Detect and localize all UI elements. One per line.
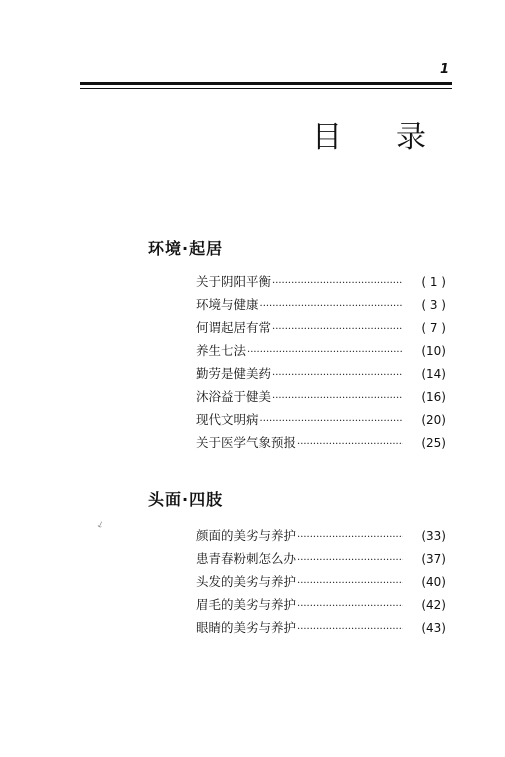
dot-leader: [297, 439, 403, 450]
toc-item-page: ( 3 ): [421, 298, 446, 312]
toc-item-title: 何谓起居有常: [196, 320, 272, 335]
toc-item-title: 关于医学气象预报: [196, 435, 297, 450]
dot-leader: [272, 393, 403, 404]
toc-item-title: 沐浴益于健美: [196, 389, 272, 404]
toc-item[interactable]: [196, 595, 446, 618]
dot-leader: [297, 624, 403, 635]
toc-item-title: 头发的美劣与养护: [196, 574, 297, 589]
toc-item[interactable]: [196, 549, 446, 572]
dot-leader: [297, 532, 403, 543]
stray-mark: ⸔: [94, 518, 106, 532]
toc-item-page: (40): [421, 575, 446, 589]
toc-item-page: (16): [421, 390, 446, 404]
dot-leader: [272, 324, 403, 335]
toc-item[interactable]: [196, 272, 446, 295]
page-number: 1: [440, 62, 450, 77]
toc-item-page: ( 1 ): [421, 275, 446, 289]
toc-item-title: 养生七法: [196, 343, 247, 358]
toc-item[interactable]: [196, 387, 446, 410]
toc-item[interactable]: [196, 341, 446, 364]
dot-leader: [297, 578, 403, 589]
toc-item-page: (25): [421, 436, 446, 450]
toc-item-page: (37): [421, 552, 446, 566]
page-title: [300, 112, 440, 155]
toc-item[interactable]: [196, 410, 446, 433]
dot-leader: [247, 347, 403, 358]
toc-item-page: (33): [421, 529, 446, 543]
dot-leader: [297, 555, 403, 566]
section-heading-1: 环境·起居: [148, 239, 224, 258]
dot-leader: [260, 301, 403, 312]
dot-leader: [272, 370, 403, 381]
header-rule-thin: [80, 88, 452, 89]
title-char-2: 录: [396, 120, 426, 155]
toc-list-2: [196, 526, 446, 641]
toc-item-title: 现代文明病: [196, 412, 259, 427]
toc-item-title: 环境与健康: [196, 297, 259, 312]
dot-leader: [272, 278, 403, 289]
dot-leader: [260, 416, 403, 427]
header-rule-thick: [80, 82, 452, 85]
toc-item-page: (43): [421, 621, 446, 635]
toc-item-title: 关于阴阳平衡: [196, 274, 272, 289]
title-char-1: 目: [312, 120, 342, 155]
toc-item[interactable]: [196, 364, 446, 387]
dot-leader: [297, 601, 403, 612]
toc-item[interactable]: [196, 295, 446, 318]
toc-item-page: (20): [421, 413, 446, 427]
toc-item-title: 颜面的美劣与养护: [196, 528, 297, 543]
toc-item[interactable]: [196, 526, 446, 549]
toc-item[interactable]: [196, 572, 446, 595]
toc-item-title: 眼睛的美劣与养护: [196, 620, 297, 635]
toc-list-1: [196, 272, 446, 456]
section-heading-2: 头面·四肢: [148, 490, 224, 509]
toc-item-page: (42): [421, 598, 446, 612]
toc-item-title: 勤劳是健美药: [196, 366, 272, 381]
toc-item[interactable]: [196, 318, 446, 341]
toc-item-title: 眉毛的美劣与养护: [196, 597, 297, 612]
toc-item[interactable]: [196, 618, 446, 641]
toc-item[interactable]: [196, 433, 446, 456]
toc-item-page: (10): [421, 344, 446, 358]
toc-item-page: (14): [421, 367, 446, 381]
toc-item-title: 患青春粉刺怎么办: [196, 551, 297, 566]
toc-item-page: ( 7 ): [421, 321, 446, 335]
